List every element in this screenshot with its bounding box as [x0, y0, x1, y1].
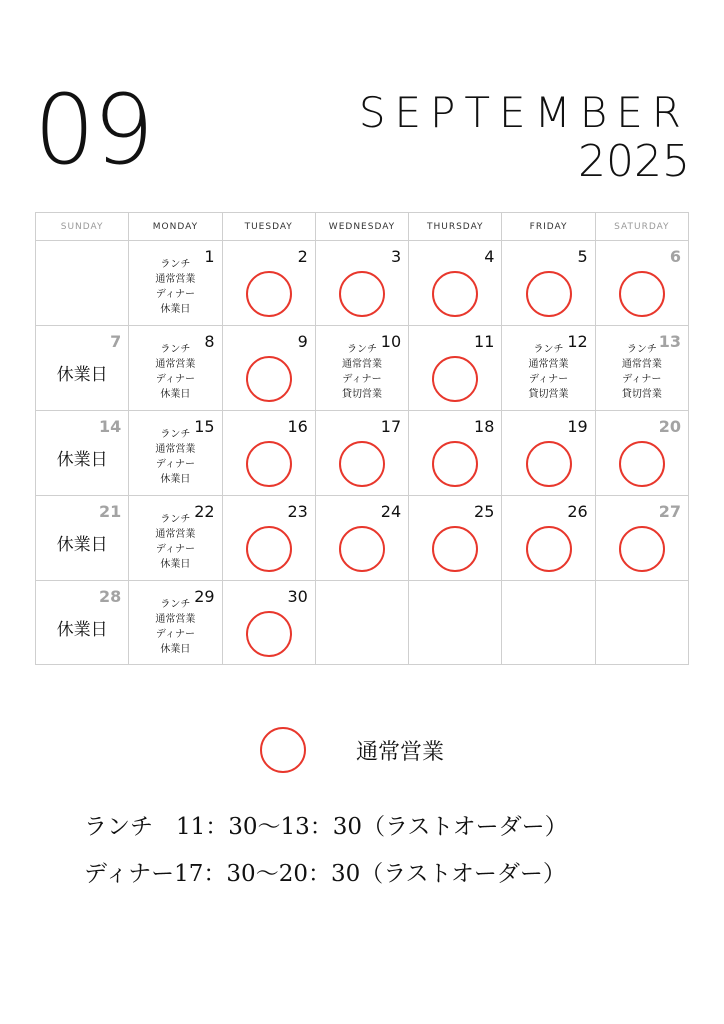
- weekday-header: TUESDAY: [222, 213, 315, 241]
- day-cell: [595, 581, 688, 665]
- day-number: 10: [380, 332, 402, 351]
- closed-label: 休業日: [56, 535, 108, 555]
- day-number: 25: [474, 502, 495, 521]
- open-circle-icon: [246, 271, 292, 317]
- day-cell: [595, 326, 688, 411]
- day-cell: [36, 496, 129, 581]
- day-number: 22: [194, 502, 215, 521]
- day-cell: [222, 496, 315, 581]
- week-row: [36, 411, 689, 496]
- day-number: 11: [474, 332, 495, 351]
- week-row: [36, 581, 689, 665]
- day-number: 17: [380, 417, 402, 436]
- closed-label: 休業日: [56, 450, 108, 470]
- day-number: 18: [474, 417, 495, 436]
- day-number: 21: [99, 502, 122, 521]
- day-note: ランチ 通常営業 ディナー 貸切営業: [528, 344, 569, 400]
- open-circle-icon: [619, 526, 665, 572]
- day-cell: [222, 241, 315, 326]
- day-cell: [502, 581, 595, 665]
- day-cell: [502, 411, 595, 496]
- day-number: 20: [658, 417, 681, 436]
- open-circle-icon: [339, 271, 385, 317]
- open-circle-icon: [432, 441, 478, 487]
- open-circle-icon: [432, 526, 478, 572]
- day-number: 23: [287, 502, 308, 521]
- day-cell: [409, 496, 502, 581]
- day-number: 8: [204, 332, 215, 351]
- day-number: 15: [194, 417, 215, 436]
- day-note: ランチ 通常営業 ディナー 貸切営業: [341, 344, 382, 400]
- day-cell: [595, 496, 688, 581]
- day-note: ランチ 通常営業 ディナー 休業日: [155, 344, 196, 400]
- day-cell: [315, 496, 408, 581]
- day-number: 2: [297, 247, 308, 266]
- day-cell: [409, 581, 502, 665]
- day-cell: [595, 411, 688, 496]
- day-cell: [222, 581, 315, 665]
- day-number: 27: [658, 502, 681, 521]
- year: 2025: [578, 136, 690, 187]
- day-cell: [129, 326, 222, 411]
- closed-label: 休業日: [56, 365, 108, 385]
- day-cell: [36, 326, 129, 411]
- open-circle-icon: [526, 271, 572, 317]
- day-note: ランチ 通常営業 ディナー 貸切営業: [621, 344, 662, 400]
- open-circle-icon: [246, 526, 292, 572]
- open-circle-icon: [526, 441, 572, 487]
- day-number: 16: [287, 417, 308, 436]
- lunch-hours: ランチ 11：30～13：30（ラストオーダー）: [84, 814, 568, 840]
- day-number: 14: [99, 417, 122, 436]
- day-cell: [502, 326, 595, 411]
- day-cell: [315, 326, 408, 411]
- day-cell: [595, 241, 688, 326]
- weekday-header: WEDNESDAY: [315, 213, 408, 241]
- day-cell: [36, 241, 129, 326]
- day-cell: [315, 581, 408, 665]
- day-number: 28: [99, 587, 122, 606]
- day-cell: [502, 496, 595, 581]
- day-number: 26: [567, 502, 588, 521]
- day-cell: [502, 241, 595, 326]
- day-number: 6: [669, 247, 681, 266]
- day-note: ランチ 通常営業 ディナー 休業日: [155, 259, 196, 315]
- dinner-hours: ディナー17：30～20：30（ラストオーダー）: [84, 861, 566, 887]
- weekday-header: THURSDAY: [409, 213, 502, 241]
- open-circle-icon: [260, 727, 306, 773]
- day-number: 7: [110, 332, 122, 351]
- legend-label: 通常営業: [356, 740, 445, 765]
- day-cell: [129, 496, 222, 581]
- open-circle-icon: [619, 441, 665, 487]
- day-number: 3: [390, 247, 402, 266]
- weekday-header: SUNDAY: [36, 213, 129, 241]
- day-number: 5: [577, 247, 588, 266]
- week-row: [36, 241, 689, 326]
- day-number: 19: [567, 417, 588, 436]
- day-note: ランチ 通常営業 ディナー 休業日: [155, 514, 196, 570]
- day-number: 29: [194, 587, 215, 606]
- week-row: [36, 496, 689, 581]
- weekday-header: MONDAY: [129, 213, 222, 241]
- weekday-header: SATURDAY: [595, 213, 688, 241]
- day-number: 9: [297, 332, 308, 351]
- day-cell: [409, 411, 502, 496]
- open-circle-icon: [246, 611, 292, 657]
- open-circle-icon: [246, 441, 292, 487]
- closed-label: 休業日: [56, 620, 108, 640]
- day-number: 30: [287, 587, 308, 606]
- open-circle-icon: [339, 441, 385, 487]
- day-cell: [315, 241, 408, 326]
- month-name: SEPTEMBER: [358, 88, 690, 137]
- open-circle-icon: [432, 271, 478, 317]
- day-note: ランチ 通常営業 ディナー 休業日: [155, 429, 196, 485]
- calendar-grid: [35, 212, 689, 665]
- day-cell: [129, 411, 222, 496]
- open-circle-icon: [432, 356, 478, 402]
- month-number: 09: [34, 74, 153, 186]
- day-number: 4: [484, 247, 495, 266]
- open-circle-icon: [246, 356, 292, 402]
- day-number: 24: [380, 502, 402, 521]
- day-cell: [315, 411, 408, 496]
- day-cell: [222, 326, 315, 411]
- day-cell: [409, 326, 502, 411]
- weekday-header: FRIDAY: [502, 213, 595, 241]
- day-note: ランチ 通常営業 ディナー 休業日: [155, 599, 196, 655]
- open-circle-icon: [619, 271, 665, 317]
- day-number: 13: [658, 332, 681, 351]
- open-circle-icon: [339, 526, 385, 572]
- day-cell: [36, 411, 129, 496]
- day-cell: [222, 411, 315, 496]
- open-circle-icon: [526, 526, 572, 572]
- day-cell: [409, 241, 502, 326]
- weekday-header-row: [36, 213, 689, 241]
- day-number: 12: [567, 332, 588, 351]
- day-number: 1: [204, 247, 215, 266]
- day-cell: [129, 581, 222, 665]
- day-cell: [129, 241, 222, 326]
- week-row: [36, 326, 689, 411]
- day-cell: [36, 581, 129, 665]
